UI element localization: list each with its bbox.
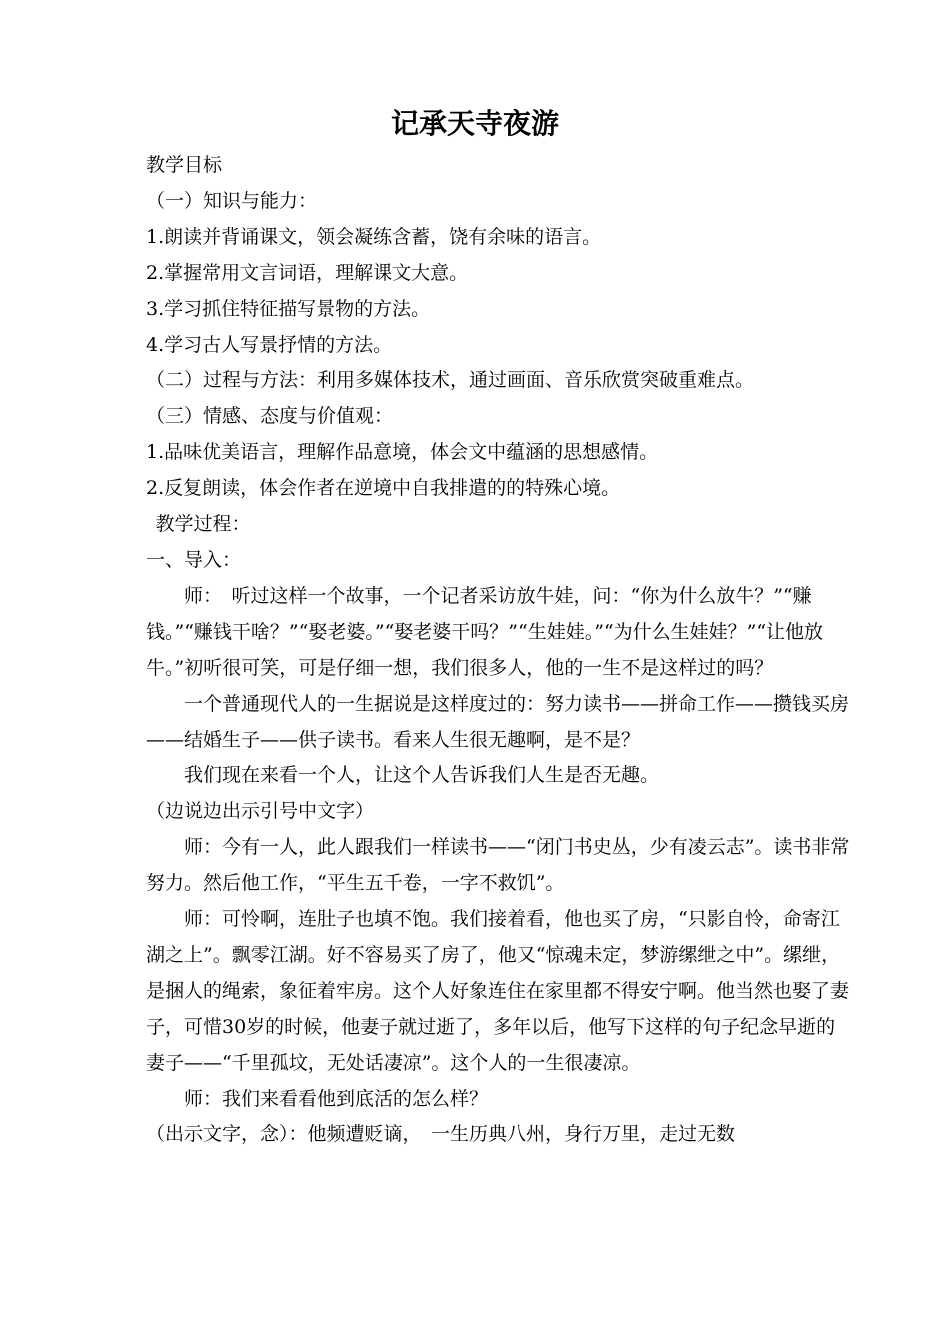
body-paragraph: 师：我们来看看他到底活的怎么样？ bbox=[184, 1087, 489, 1110]
objective-item: 2.反复朗读，体会作者在逆境中自我排遣的的特殊心境。 bbox=[146, 477, 621, 500]
body-paragraph: （出示文字，念）：他频遭贬谪， 一生历典八州，身行万里，走过无数 bbox=[146, 1123, 736, 1146]
document-body bbox=[146, 148, 852, 1153]
body-paragraph: 师： 听过这样一个故事，一个记者采访放牛娃，问：“你为什么放牛？”“赚钱。”“赚钱干啥？”“娶老婆。”“娶老婆干吗？”“生娃娃。”“为什么生娃娃？”“让他放牛。”初听很可笑，可是仔细一想，我们很多人，他的一生不是这样过的吗？ bbox=[146, 584, 824, 679]
document-title: 记承天寺夜游 bbox=[390, 107, 559, 140]
objective-item: 2.掌握常用文言词语，理解课文大意。 bbox=[146, 261, 469, 284]
subsection-process: （二）过程与方法：利用多媒体技术，通过画面、音乐欣赏突破重难点。 bbox=[146, 369, 755, 392]
subsection-knowledge: （一）知识与能力： bbox=[146, 189, 318, 212]
body-paragraph: 师：可怜啊，连肚子也填不饱。我们接着看，他也买了房，“只影自怜，命寄江湖之上”。飘零江湖。好不容易买了房了，他又“惊魂未定，梦游缧绁之中”。缧绁，是捆人的绳索，象征着牢房。这个人好象连住在家里都不得安宁啊。他当然也娶了妻子，可惜30岁的时候，他妻子就过逝了，多年以后，他写下这样的句子纪念早逝的妻子——“千里孤坟，无处话凄凉”。这个人的一生很凄凉。 bbox=[146, 908, 850, 1074]
objective-item: 3.学习抓住特征描写景物的方法。 bbox=[146, 297, 431, 320]
body-paragraph: 师：今有一人，此人跟我们一样读书——“闭门书史丛，少有凌云志”。读书非常努力。然后他工作，“平生五千卷，一字不救饥”。 bbox=[146, 836, 850, 895]
objective-item: 1.品味优美语言，理解作品意境，体会文中蕴涵的思想感情。 bbox=[146, 441, 659, 464]
body-paragraph: 一个普通现代人的一生据说是这样度过的：努力读书——拼命工作——攒钱买房——结婚生子——供子读书。看来人生很无趣啊，是不是？ bbox=[146, 692, 850, 751]
section-heading-process: 教学过程： bbox=[155, 513, 251, 536]
body-paragraph: 我们现在来看一个人，让这个人告诉我们人生是否无趣。 bbox=[184, 764, 660, 787]
subsection-emotion: （三）情感、态度与价值观： bbox=[146, 405, 394, 428]
section-heading-objectives: 教学目标 bbox=[146, 154, 223, 176]
step-heading-intro: 一、导入： bbox=[146, 548, 242, 571]
objective-item: 1.朗读并背诵课文，领会凝练含蓄，饶有余味的语言。 bbox=[146, 225, 602, 248]
stage-direction: （边说边出示引号中文字） bbox=[146, 800, 375, 823]
objective-item: 4.学习古人写景抒情的方法。 bbox=[146, 333, 393, 356]
